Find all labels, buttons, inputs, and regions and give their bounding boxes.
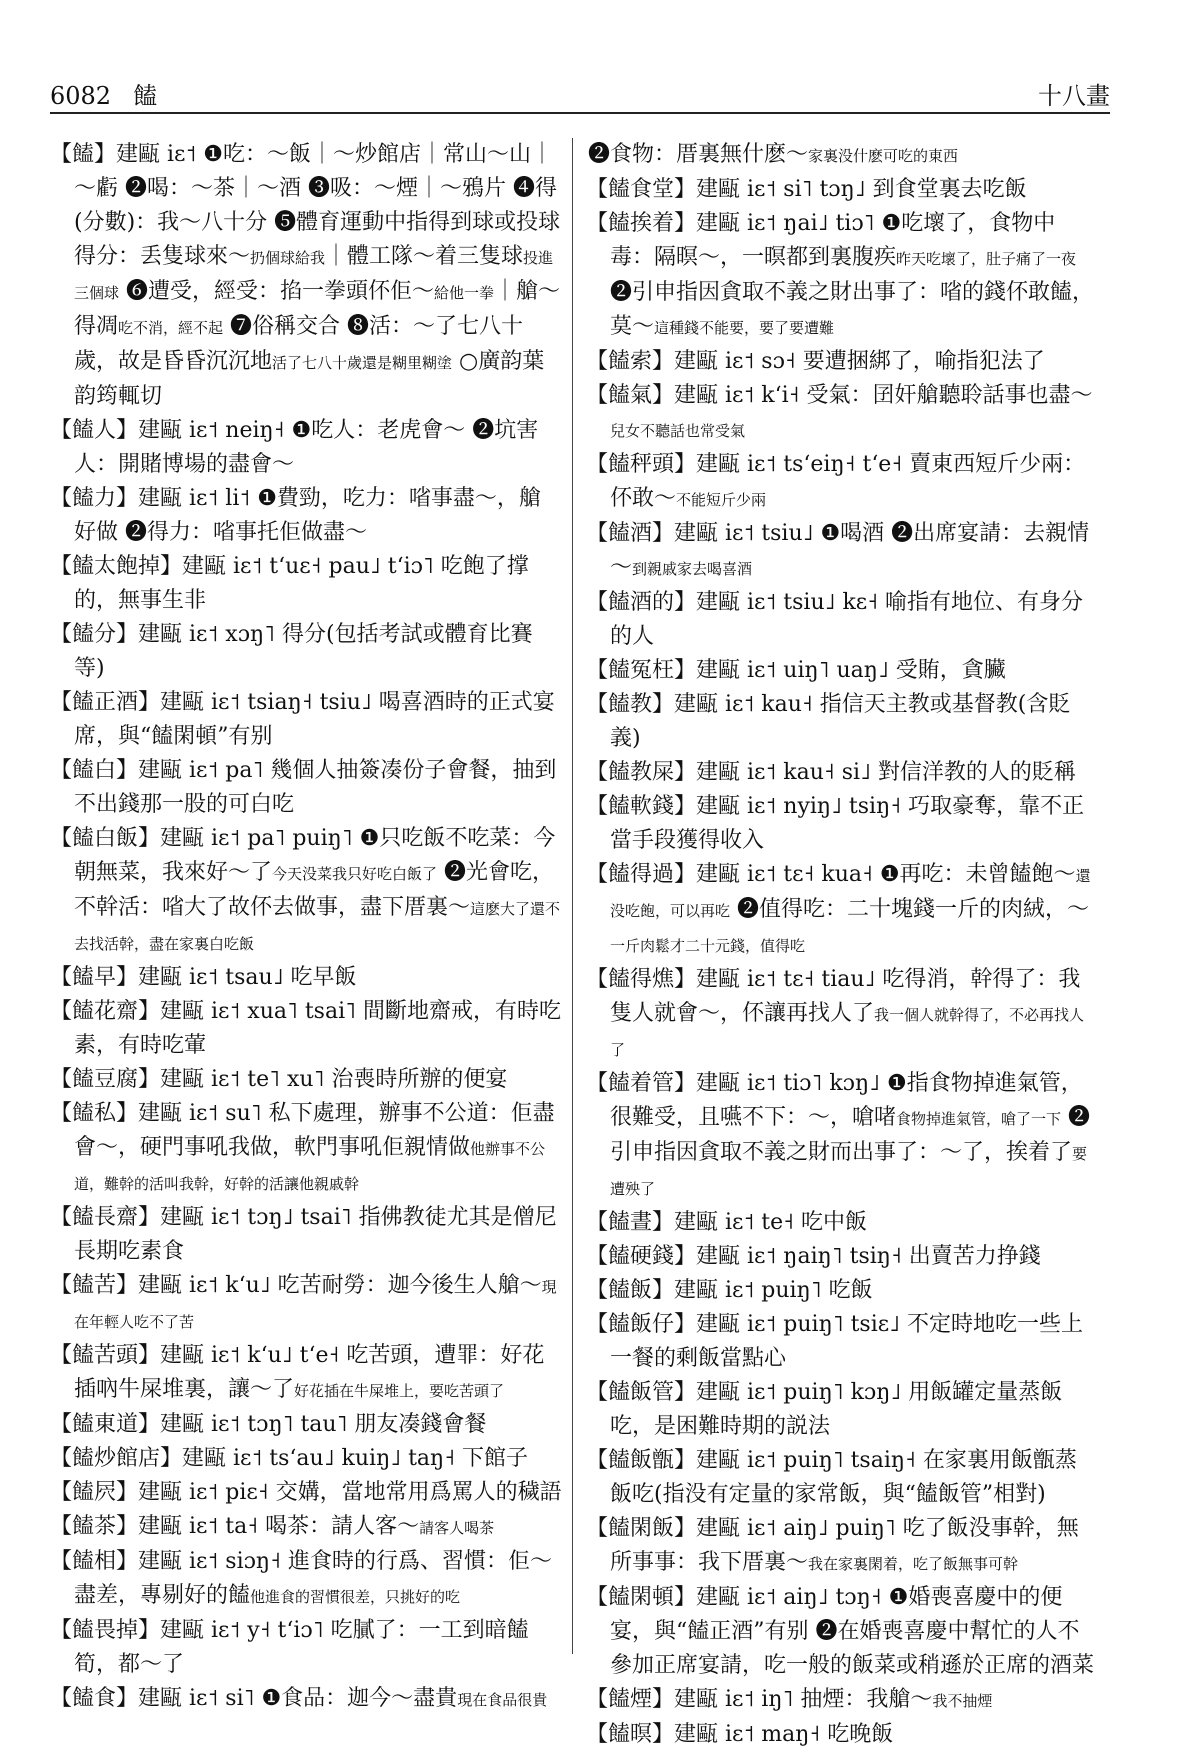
gloss-small: 現在食品很貴 xyxy=(457,1691,548,1709)
page-header xyxy=(50,72,1110,112)
entry-text: 建甌 iɛ˦ tsʻeiŋ˧ tʻe˧ 賣東西短斤少兩：伓敢～ xyxy=(610,452,1086,511)
headword: 【饁着管】 xyxy=(586,1071,697,1096)
gloss-small: 家裏没什麽可吃的東西 xyxy=(808,147,959,165)
entry-text: 建甌 iɛ˦ tsiaŋ˧ tsiu˩ 喝喜酒時的正式宴席，與“饁閑頓”有别 xyxy=(74,690,555,749)
dictionary-entry xyxy=(52,995,562,1063)
headword: 【饁閑頓】 xyxy=(586,1585,697,1610)
headword: 【饁晝】 xyxy=(586,1210,675,1235)
entry-text: 建甌 iɛ˦ uiŋ˥ uaŋ˩ 受賄，貪臟 xyxy=(696,658,1006,683)
headword: 【饁人】 xyxy=(50,418,139,443)
gloss-small: 吃不消，經不起 xyxy=(118,319,224,337)
dictionary-entry xyxy=(588,448,1098,517)
entry-text: ❷值得吃：二十塊錢一斤的肉絨，～ xyxy=(730,897,1090,922)
dictionary-entry xyxy=(588,138,1098,173)
headword: 【饁軟錢】 xyxy=(586,794,697,819)
headword: 【饁茶】 xyxy=(50,1514,139,1539)
entry-text: ❷引申指因貪取不義之財而出事了：～了，挨着了 xyxy=(610,1105,1091,1165)
entry-text: 建甌 iɛ˦ su˥ 私下處理，辦事不公道：佢盡會～，硬門事吼我做，軟門事吼佢親情做 xyxy=(74,1101,555,1160)
gloss-small: 他辦事不公道，難幹的活叫我幹，好幹的活讓他親戚幹 xyxy=(74,1140,546,1193)
entry-text: 建甌 iɛ˦ y˧ tʻiɔ˥ 吃膩了：一工到暗饁筍，都～了 xyxy=(74,1618,529,1677)
headword: 【饁氣】 xyxy=(586,383,675,408)
header-rule xyxy=(50,112,1110,114)
dictionary-entry xyxy=(588,1067,1098,1206)
gloss-small: 好花插在牛屎堆上，要吃苦頭了 xyxy=(294,1382,505,1400)
headword: 【饁挨着】 xyxy=(586,211,697,236)
dictionary-entry xyxy=(52,1408,562,1442)
dictionary-entry xyxy=(52,1063,562,1097)
gloss-small: 今天没菜我只好吃白飯了 xyxy=(272,865,438,883)
entry-text: 建甌 iɛ˦ puiŋ˥ tsiɛ˩ 不定時地吃一些上一餐的剩飯當點心 xyxy=(610,1312,1083,1371)
headword: 【饁東道】 xyxy=(50,1412,161,1437)
gloss-small: 兒女不聽話也常受氣 xyxy=(610,422,746,440)
dictionary-entry xyxy=(588,379,1098,448)
dictionary-entry xyxy=(588,1718,1098,1752)
dictionary-entry xyxy=(588,963,1098,1067)
headword: 【饁飯管】 xyxy=(586,1380,697,1405)
entry-text: 建甌 iɛ˦ xɔŋ˥ 得分(包括考試或體育比賽等) xyxy=(74,622,533,681)
entry-text: 建甌 iɛ˦ kʻi˧ 受氣：囝奸艙聽聆話事也盡～ xyxy=(674,383,1093,408)
dictionary-entry xyxy=(588,1274,1098,1308)
dictionary-entry xyxy=(588,756,1098,790)
headword: 【饁閑飯】 xyxy=(586,1516,697,1541)
gloss-small: 投進三個球 xyxy=(74,249,554,302)
entry-text: 建甌 iɛ˦ tsʻau˩ kuiŋ˩ taŋ˧ 下館子 xyxy=(182,1446,529,1471)
headword: 【饁白】 xyxy=(50,758,139,783)
headword: 【饁教】 xyxy=(586,692,675,717)
dictionary-entry xyxy=(52,550,562,618)
entry-text: ❷引申指因貪取不義之財出事了：㗂的錢伓敢饁，莫～ xyxy=(610,280,1095,339)
gloss-small: 還没吃飽，可以再吃 xyxy=(610,867,1091,920)
headword: 【饁飯仔】 xyxy=(586,1312,697,1337)
dictionary-entry xyxy=(588,654,1098,688)
gloss-small: 扔個球給我 xyxy=(250,249,326,267)
dictionary-entry xyxy=(52,686,562,754)
dictionary-entry xyxy=(52,482,562,550)
entry-text: 建甌 iɛ˦ kʻu˩ tʻe˧ 吃苦頭，遭罪：好花插吶牛屎堆裏，讓～了 xyxy=(74,1343,545,1402)
entry-text: 建甌 iɛ˦ tiɔ˥ kɔŋ˩ ❶指食物掉進氣管，很難受，且嚥不下：～，嗆啫 xyxy=(610,1071,1083,1130)
headword: 【饁早】 xyxy=(50,965,139,990)
headword: 【饁索】 xyxy=(586,349,675,374)
entry-text: ｜體工隊～着三隻球 xyxy=(325,244,524,269)
gloss-small: 昨天吃壞了，肚子痛了一夜 xyxy=(896,250,1077,268)
entry-text: 建甌 iɛ˦ neiŋ˧ ❶吃人：老虎會～ ❷坑害人：開賭博場的盡會～ xyxy=(74,418,539,477)
headword: 【饁酒】 xyxy=(586,521,675,546)
headword: 【饁煙】 xyxy=(586,1687,675,1712)
dictionary-entry xyxy=(52,414,562,482)
headword: 【饁太飽掉】 xyxy=(50,554,183,579)
dictionary-entry xyxy=(588,517,1098,586)
headword: 【饁冤枉】 xyxy=(586,658,697,683)
headword: 【饁屄】 xyxy=(50,1480,139,1505)
entry-text: 建甌 iɛ˦ li˦ ❶費勁，吃力：㗂事盡～，艙好做 ❷得力：㗂事托佢做盡～ xyxy=(74,486,541,545)
headword: 【饁食】 xyxy=(50,1686,139,1711)
entry-text: 建甌 iɛ˦ ŋaiŋ˥ tsiŋ˧ 出賣苦力挣錢 xyxy=(696,1244,1041,1269)
headword: 【饁炒館店】 xyxy=(50,1446,183,1471)
dictionary-entry xyxy=(588,207,1098,345)
entry-text: ｜艙～得凋 xyxy=(74,279,561,339)
headword: 【饁力】 xyxy=(50,486,139,511)
dictionary-entry xyxy=(588,1206,1098,1240)
headword: 【饁分】 xyxy=(50,622,139,647)
headword: 【饁白飯】 xyxy=(50,826,161,851)
entry-text: 建甌 iɛ˦ sɔ˧ 要遭捆綁了，喻指犯法了 xyxy=(674,349,1045,374)
entry-text: 建甌 iɛ˦ puiŋ˥ tsaiŋ˧ 在家裏用飯甑蒸飯吃(指没有定量的家常飯，與“饁飯管”相對) xyxy=(610,1448,1077,1507)
left-column xyxy=(52,138,562,1717)
gloss-small: 食物掉進氣管，嗆了一下 xyxy=(896,1110,1062,1128)
headword: 【饁酒的】 xyxy=(586,590,697,615)
headword: 【饁豆腐】 xyxy=(50,1067,161,1092)
entry-text: 建甌 iɛ˦ pa˥ puiŋ˥ ❶只吃飯不吃菜：今朝無菜，我來好～了 xyxy=(74,826,556,885)
right-column xyxy=(588,138,1098,1752)
section-label: 十八畫 xyxy=(1038,82,1110,110)
dictionary-entry xyxy=(52,1339,562,1408)
dictionary-entry xyxy=(52,618,562,686)
gloss-small: 我在家裏閑着，吃了飯無事可幹 xyxy=(808,1555,1019,1573)
header-left xyxy=(50,76,157,111)
entry-text: 建甌 iɛ˦ tɛ˧ kua˧ ❶再吃：未曾饁飽～ xyxy=(696,862,1076,887)
entry-text: 建甌 iɛ˦ maŋ˧ 吃晚飯 xyxy=(674,1722,894,1747)
dictionary-entry xyxy=(588,1308,1098,1376)
gloss-small: 這種錢不能要，要了要遭難 xyxy=(654,319,835,337)
entry-text: 建甌 iɛ˦ iŋ˥ 抽煙：我艙～ xyxy=(674,1687,933,1712)
headword: 【饁】 xyxy=(50,142,117,167)
headword: 【饁硬錢】 xyxy=(586,1244,697,1269)
entry-text: 建甌 iɛ˦ aiŋ˩ puiŋ˥ 吃了飯没事幹，無所事事：我下厝裏～ xyxy=(610,1516,1079,1575)
dictionary-entry xyxy=(52,1545,562,1614)
gloss-small: 要遭殃了 xyxy=(610,1145,1088,1198)
gloss-small: 他進食的習慣很差，只挑好的吃 xyxy=(250,1588,461,1606)
dictionary-entry xyxy=(52,1442,562,1476)
dictionary-entry xyxy=(588,1581,1098,1683)
headword: 【饁畏掉】 xyxy=(50,1618,161,1643)
dictionary-entry xyxy=(588,1512,1098,1581)
headword: 【饁食堂】 xyxy=(586,177,697,202)
column-divider xyxy=(572,138,573,1654)
entry-text: 建甌 iɛ˦ tsiu˩ ❶喝酒 ❷出席宴請：去親情～ xyxy=(610,521,1090,580)
dictionary-entry xyxy=(52,1201,562,1269)
entry-text: ❼俗稱交合 ❽活：～了七八十歲，故是昏昏沉沉地 xyxy=(74,314,524,374)
entry-text: 建甌 iɛ˦ tsiu˩ kɛ˧ 喻指有地位、有身分的人 xyxy=(610,590,1084,649)
dictionary-entry xyxy=(52,754,562,822)
entry-text: 建甌 iɛ˦ tɔŋ˥ tau˥ 朋友凑錢會餐 xyxy=(160,1412,487,1437)
gloss-small: 請客人喝茶 xyxy=(419,1519,495,1537)
headword: 【饁得過】 xyxy=(586,862,697,887)
dictionary-entry xyxy=(588,688,1098,756)
entry-text: 建甌 iɛ˦ kau˧ si˩ 對信洋教的人的貶稱 xyxy=(696,760,1076,785)
entry-text: ❻遭受，經受：掐一拳頭伓佢～ xyxy=(119,279,435,304)
dictionary-entry xyxy=(52,1476,562,1510)
gloss-small: 到親戚家去喝喜酒 xyxy=(632,560,753,578)
dictionary-entry xyxy=(588,1376,1098,1444)
headword: 【饁飯】 xyxy=(586,1278,675,1303)
dictionary-entry xyxy=(52,1269,562,1339)
dictionary-entry xyxy=(588,1444,1098,1512)
dictionary-entry xyxy=(588,1240,1098,1274)
entry-text: 建甌 iɛ˦ xua˥ tsai˥ 間斷地齋戒，有時吃素，有時吃葷 xyxy=(74,999,561,1058)
dictionary-entry xyxy=(52,961,562,995)
entry-text: 建甌 iɛ˦ si˥ ❶食品：迦今～盡貴 xyxy=(138,1686,458,1711)
dictionary-entry xyxy=(588,790,1098,858)
headword: 【饁得燋】 xyxy=(586,967,697,992)
entry-text: ○廣韵葉韵筠輒切 xyxy=(74,349,545,409)
headword: 【饁秤頭】 xyxy=(586,452,697,477)
entry-text: ❷光會吃，不幹活：㗂大了故伓去做事，盡下厝裏～ xyxy=(74,860,555,920)
entry-text: 建甌 iɛ˦ tɛ˧ tiau˩ 吃得消，幹得了：我隻人就會～，伓讓再找人了 xyxy=(610,967,1081,1026)
entry-text: 建甌 iɛ˦ si˥ tɔŋ˩ 到食堂裏去吃飯 xyxy=(696,177,1027,202)
gloss-small: 活了七八十歲還是糊里糊塗 xyxy=(272,354,453,372)
entry-text: 建甌 iɛ˦ te˥ xu˥ 治喪時所辦的便宴 xyxy=(160,1067,508,1092)
entry-text: 建甌 iɛ˦ pa˥ 幾個人抽簽凑份子會餐，抽到不出錢那一股的可白吃 xyxy=(74,758,557,817)
entry-text: 建甌 iɛ˦ ŋai˩ tiɔ˥ ❶吃壞了，食物中毒：隔暝～，一暝都到裏腹疾 xyxy=(610,211,1056,270)
headword: 【饁暝】 xyxy=(586,1722,675,1747)
entry-text: 建甌 iɛ˦ puiŋ˥ kɔŋ˩ 用飯罐定量蒸飯吃，是困難時期的説法 xyxy=(610,1380,1063,1439)
entry-text: 建甌 iɛ˦ siɔŋ˧ 進食時的行爲、習慣：佢～盡差，專剔好的饁 xyxy=(74,1549,552,1608)
entry-text: 建甌 iɛ˦ tʻuɛ˧ pau˩ tʻiɔ˥ 吃飽了撑的，無事生非 xyxy=(74,554,529,613)
gloss-small: 不能短斤少兩 xyxy=(676,491,767,509)
entry-text: 建甌 iɛ˦ kʻu˩ 吃苦耐勞：迦今後生人艙～ xyxy=(138,1273,542,1298)
headword: 【饁飯甑】 xyxy=(586,1448,697,1473)
entry-text: 建甌 iɛ˦ piɛ˧ 交媾，當地常用爲罵人的穢語 xyxy=(138,1480,562,1505)
dictionary-entry xyxy=(588,858,1098,963)
entry-text: 建甌 iɛ˦ aiŋ˩ tɔŋ˧ ❶婚喪喜慶中的便宴，與“饁正酒”有别 ❷在婚喪喜慶中幫忙的人不參加正席宴請，吃一般的飯菜或稍遜於正席的酒菜 xyxy=(610,1585,1095,1678)
dictionary-entry xyxy=(588,1683,1098,1718)
gloss-small: 給他一拳 xyxy=(434,284,495,302)
entry-text: 建甌 iɛ˦ tsau˩ 吃早飯 xyxy=(138,965,357,990)
headword: 【饁花齋】 xyxy=(50,999,161,1024)
gloss-small: 現在年輕人吃不了苦 xyxy=(74,1278,557,1331)
entry-text: 建甌 iɛ˦ ❶吃：～飯｜～炒館店｜常山～山｜～虧 ❷喝：～茶｜～酒 ❸吸：～煙｜～鴉片 ❹得(分數)：我～八十分 ❺體育運動中指得到球或投球得分：丢隻球來～ xyxy=(74,142,561,269)
headword: 【饁教屎】 xyxy=(586,760,697,785)
entry-text: ❷食物：厝裏無什麽～ xyxy=(588,142,809,167)
head-character: 饁 xyxy=(133,82,158,110)
dictionary-entry xyxy=(52,822,562,961)
entry-text: 建甌 iɛ˦ kau˧ 指信天主教或基督教(含貶義) xyxy=(610,692,1071,751)
page-number: 6082 xyxy=(50,82,112,110)
gloss-small: 我不抽煙 xyxy=(932,1692,993,1710)
gloss-small: 我一個人就幹得了，不必再找人了 xyxy=(610,1006,1085,1059)
dictionary-entry xyxy=(52,138,562,414)
headword: 【饁苦】 xyxy=(50,1273,139,1298)
dictionary-entry xyxy=(588,345,1098,379)
dictionary-entry xyxy=(588,173,1098,207)
headword: 【饁長齋】 xyxy=(50,1205,161,1230)
entry-text: 建甌 iɛ˦ te˧ 吃中飯 xyxy=(674,1210,867,1235)
headword: 【饁苦頭】 xyxy=(50,1343,161,1368)
dictionary-entry xyxy=(52,1510,562,1545)
gloss-small: 這麽大了還不去找活幹，盡在家裏白吃飯 xyxy=(74,900,561,953)
headword: 【饁相】 xyxy=(50,1549,139,1574)
entry-text: 建甌 iɛ˦ nyiŋ˩ tsiŋ˧ 巧取豪奪，靠不正當手段獲得收入 xyxy=(610,794,1085,853)
headword: 【饁正酒】 xyxy=(50,690,161,715)
dictionary-entry xyxy=(52,1614,562,1682)
headword: 【饁私】 xyxy=(50,1101,139,1126)
gloss-small: 一斤肉鬆才二十元錢，值得吃 xyxy=(610,937,806,955)
entry-text: 建甌 iɛ˦ puiŋ˥ 吃飯 xyxy=(674,1278,873,1303)
entry-text: 建甌 iɛ˦ ta˧ 喝茶：請人客～ xyxy=(138,1514,420,1539)
dictionary-entry xyxy=(52,1682,562,1717)
dictionary-entry xyxy=(588,586,1098,654)
entry-text: 建甌 iɛ˦ tɔŋ˩ tsai˥ 指佛教徒尤其是僧尼長期吃素食 xyxy=(74,1205,557,1264)
dictionary-entry xyxy=(52,1097,562,1201)
